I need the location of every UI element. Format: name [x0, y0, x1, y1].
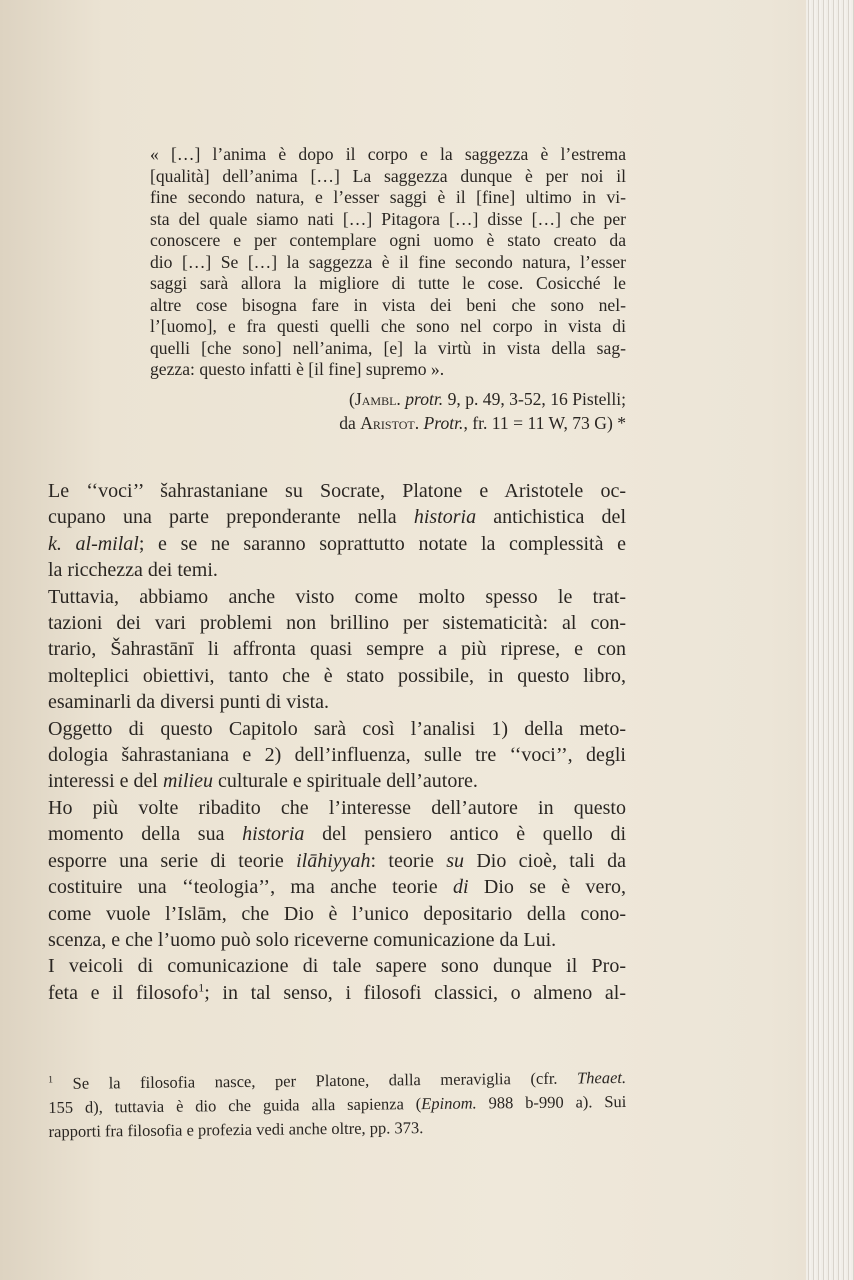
- text-segment: altre cose bisogna fare in vista dei beni che sono nel-: [150, 294, 626, 315]
- text-line: [48, 953, 626, 979]
- text-segment: (: [349, 389, 355, 409]
- text-line: [150, 166, 626, 188]
- text-segment: Jambl.: [354, 389, 401, 409]
- text-segment: conoscere e per contemplare ogni uomo è stato creato da: [150, 230, 626, 250]
- text-segment: culturale e spirituale dell’autore.: [212, 770, 478, 793]
- text-segment: ilāhiyyah: [296, 849, 371, 872]
- text-line: [150, 273, 626, 295]
- text-segment: , fr. 11 = 11 W, 73 G) *: [463, 412, 626, 433]
- text-line: [48, 874, 626, 900]
- text-segment: Ho più volte ribadito che l’interesse dell’autore in questo: [48, 796, 626, 819]
- text-line: [150, 412, 626, 436]
- quote-citation: [150, 388, 626, 435]
- text-line: [48, 636, 626, 662]
- body-text: [48, 478, 626, 1006]
- text-line: [150, 316, 626, 338]
- text-line: [48, 716, 626, 742]
- text-line: [48, 557, 626, 583]
- text-segment: la ricchezza dei temi.: [48, 559, 218, 582]
- text-segment: Dio se è vero,: [468, 876, 626, 899]
- text-segment: cupano una parte preponderante nella: [48, 506, 414, 529]
- text-segment: I veicoli di comunicazione di tale sapere sono dunque il Pro-: [48, 955, 626, 978]
- text-segment: esporre una serie di teorie: [48, 849, 297, 872]
- text-segment: 988 b-990 a). Sui: [476, 1091, 627, 1113]
- text-segment: « […] l’anima è dopo il corpo e la saggezza è l’estrema: [150, 144, 626, 164]
- text-line: [48, 531, 626, 557]
- paragraph: [48, 953, 626, 1006]
- text-segment: di: [453, 876, 469, 899]
- text-segment: milieu: [162, 770, 213, 793]
- text-segment: 9, p. 49, 3-52, 16 Pistelli;: [443, 389, 626, 409]
- text-segment: Se la filosofia nasce, per Platone, dalla meraviglia (cfr.: [52, 1068, 578, 1093]
- text-segment: l’[uomo], e fra questi quelli che sono nel corpo in vista di: [150, 316, 626, 336]
- text-segment: Oggetto di questo Capitolo sarà così l’analisi 1) della meto-: [48, 717, 626, 740]
- text-segment: [qualità] dell’anima […] La saggezza dunque è per noi il: [150, 165, 626, 186]
- text-segment: rapporti fra filosofia e profezia vedi anche oltre, pp. 373.: [48, 1118, 424, 1141]
- text-line: [150, 295, 626, 317]
- text-segment: Protr.: [423, 412, 464, 433]
- paragraph: [48, 584, 626, 716]
- text-line: [48, 768, 626, 794]
- text-segment: Tuttavia, abbiamo anche visto come molto spesso le trat-: [48, 585, 626, 608]
- text-segment: interessi e del: [48, 770, 163, 793]
- text-line: [150, 388, 626, 412]
- text-line: [48, 795, 626, 821]
- text-segment: scenza, e che l’uomo può solo riceverne comunicazione da Lui.: [48, 928, 557, 951]
- block-quote: [150, 144, 626, 381]
- text-segment: historia: [413, 506, 477, 529]
- text-segment: da: [339, 412, 361, 433]
- text-segment: k. al-milal: [48, 532, 139, 555]
- text-line: [48, 504, 626, 530]
- text-line: [48, 848, 626, 874]
- text-segment: antichistica del: [476, 506, 626, 529]
- text-segment: quelli [che sono] nell’anima, [e] la virtù in vista della sag-: [150, 337, 626, 358]
- text-segment: del pensiero antico è quello di: [304, 823, 626, 846]
- text-line: [48, 689, 626, 715]
- footnote: [48, 1066, 627, 1144]
- page-stack-edge: [806, 0, 854, 1280]
- text-line: [150, 187, 626, 209]
- text-segment: Aristot.: [360, 412, 420, 433]
- text-line: [150, 230, 626, 252]
- text-segment: saggi sarà allora la migliore di tutte le cose. Cosicché le: [150, 273, 626, 293]
- text-segment: Theaet.: [576, 1067, 627, 1088]
- text-segment: historia: [242, 823, 305, 846]
- text-segment: ; in tal senso, i filosofi classici, o almeno al-: [204, 981, 626, 1004]
- text-line: [48, 663, 626, 689]
- paragraph: [48, 478, 626, 584]
- text-segment: Dio cioè, tali da: [464, 849, 627, 872]
- text-line: [49, 1114, 627, 1144]
- text-line: [48, 821, 626, 847]
- text-segment: come vuole l’Islām, che Dio è l’unico depositario della cono-: [48, 902, 626, 925]
- text-segment: protr.: [405, 389, 444, 409]
- paragraph: [48, 716, 626, 795]
- text-segment: tazioni dei vari problemi non brillino per sistematicità: al con-: [48, 612, 626, 635]
- text-segment: : teorie: [370, 849, 447, 872]
- text-line: [150, 209, 626, 231]
- text-line: [48, 980, 626, 1006]
- text-line: [150, 144, 626, 166]
- text-segment: dio […] Se […] la saggezza è il fine secondo natura, l’esser: [150, 251, 626, 272]
- text-line: [48, 901, 626, 927]
- text-line: [48, 927, 626, 953]
- footnote-marker: 1: [198, 980, 205, 995]
- text-segment: esaminarli da diversi punti di vista.: [48, 691, 330, 714]
- text-segment: gezza: questo infatti è [il fine] supremo ».: [150, 359, 445, 379]
- text-line: [150, 252, 626, 274]
- text-line: [48, 742, 626, 768]
- text-segment: sta del quale siamo nati […] Pitagora […] disse […] che per: [150, 208, 626, 229]
- footnote-marker: 1: [48, 1074, 54, 1086]
- text-segment: costituire una ‘‘teologia’’, ma anche teorie: [48, 876, 454, 899]
- text-segment: fine secondo natura, e l’esser saggi è il [fine] ultimo in vi-: [150, 187, 626, 207]
- text-segment: ; e se ne saranno soprattutto notate la complessità e: [138, 532, 626, 555]
- text-segment: momento della sua: [48, 823, 243, 846]
- text-segment: dologia šahrastaniana e 2) dell’influenza, sulle tre ‘‘voci’’, degli: [48, 744, 626, 767]
- text-line: [48, 478, 626, 504]
- text-segment: 155 d), tuttavia è dio che guida alla sapienza (: [48, 1094, 422, 1117]
- text-line: [150, 338, 626, 360]
- text-segment: Epinom.: [421, 1093, 477, 1114]
- text-segment: molteplici obiettivi, tanto che è stato possibile, in questo libro,: [48, 664, 626, 687]
- text-segment: Le ‘‘voci’’ šahrastaniane su Socrate, Platone e Aristotele oc-: [48, 480, 626, 502]
- text-segment: trario, Šahrastānī li affronta quasi sempre a più riprese, e con: [48, 638, 626, 661]
- text-line: [48, 610, 626, 636]
- text-segment: feta e il filosofo: [48, 981, 199, 1004]
- paragraph: [48, 795, 626, 953]
- text-segment: su: [446, 849, 465, 872]
- text-line: [48, 584, 626, 610]
- text-line: [150, 359, 626, 381]
